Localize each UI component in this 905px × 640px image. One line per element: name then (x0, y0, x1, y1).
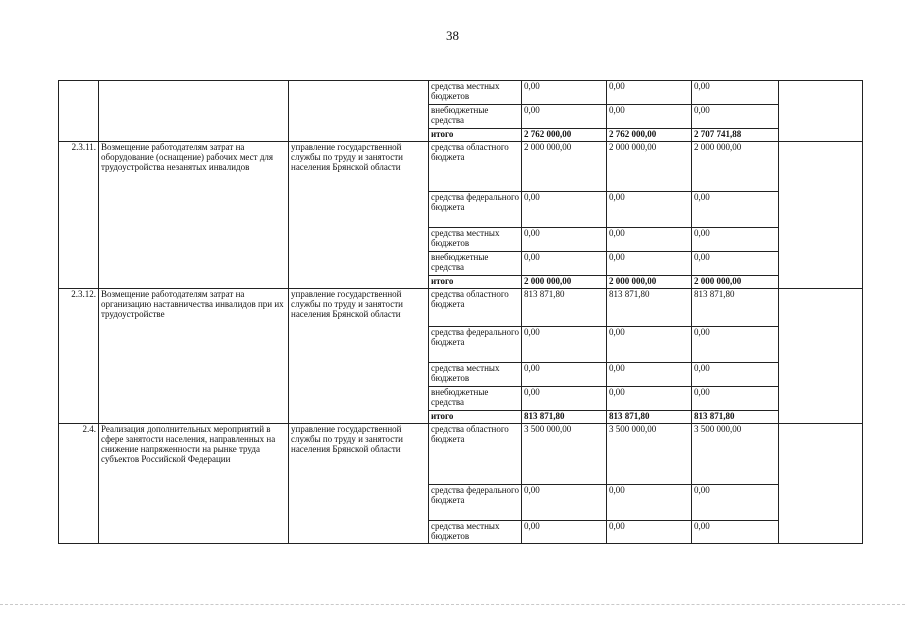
value-cell: 0,00 (522, 81, 607, 105)
value-cell: 2 000 000,00 (522, 276, 607, 289)
funding-source: средства местных бюджетов (429, 81, 522, 105)
item-code-cell (59, 81, 99, 142)
value-cell: 0,00 (522, 363, 607, 387)
value-cell: 0,00 (522, 192, 607, 228)
executor: управление государственной службы по труду и занятости населения Брянской области (289, 142, 429, 289)
value-cell: 0,00 (607, 192, 692, 228)
table-row (59, 424, 863, 485)
note-cell (779, 142, 863, 289)
value-cell: 2 000 000,00 (607, 276, 692, 289)
value-cell: 0,00 (607, 387, 692, 411)
item-code: 2.4. (59, 424, 99, 544)
value-cell: 2 762 000,00 (607, 129, 692, 142)
funding-source: средства областного бюджета (429, 424, 522, 485)
value-cell: 0,00 (607, 327, 692, 363)
value-cell: 0,00 (692, 521, 779, 544)
table-row (59, 289, 863, 327)
value-cell: 0,00 (522, 105, 607, 129)
scan-artifact-line (0, 604, 905, 605)
value-cell: 3 500 000,00 (607, 424, 692, 485)
value-cell: 0,00 (692, 363, 779, 387)
value-cell: 0,00 (692, 105, 779, 129)
value-cell: 813 871,80 (607, 411, 692, 424)
value-cell: 0,00 (522, 485, 607, 521)
value-cell: 0,00 (692, 327, 779, 363)
funding-source: итого (429, 129, 522, 142)
item-code: 2.3.11. (59, 142, 99, 289)
funding-source: средства областного бюджета (429, 142, 522, 192)
value-cell: 0,00 (692, 387, 779, 411)
funding-source: средства областного бюджета (429, 289, 522, 327)
item-name: Возмещение работодателям затрат на организацию наставничества инвалидов при их трудоустройстве (99, 289, 289, 424)
funding-source: внебюджетные средства (429, 105, 522, 129)
item-name: Возмещение работодателям затрат на оборудование (оснащение) рабочих мест для трудоустройства незанятых инвалидов (99, 142, 289, 289)
table-row (59, 142, 863, 192)
funding-source: средства федерального бюджета (429, 192, 522, 228)
note-cell (779, 424, 863, 544)
value-cell: 2 000 000,00 (607, 142, 692, 192)
value-cell: 813 871,80 (692, 411, 779, 424)
value-cell: 813 871,80 (607, 289, 692, 327)
value-cell: 0,00 (607, 521, 692, 544)
value-cell: 813 871,80 (692, 289, 779, 327)
value-cell: 2 707 741,88 (692, 129, 779, 142)
value-cell: 0,00 (607, 485, 692, 521)
table-row (59, 81, 863, 105)
funding-source: средства федерального бюджета (429, 327, 522, 363)
executor: управление государственной службы по труду и занятости населения Брянской области (289, 289, 429, 424)
item-name: Реализация дополнительных мероприятий в сфере занятости населения, направленных на снижение напряженности на рынке труда субъектов Российской Федерации (99, 424, 289, 544)
funding-source: средства федерального бюджета (429, 485, 522, 521)
funding-source: итого (429, 411, 522, 424)
value-cell: 2 762 000,00 (522, 129, 607, 142)
value-cell: 0,00 (692, 252, 779, 276)
item-name-cell (99, 81, 289, 142)
executor-cell (289, 81, 429, 142)
value-cell: 3 500 000,00 (522, 424, 607, 485)
value-cell: 2 000 000,00 (692, 276, 779, 289)
value-cell: 0,00 (522, 387, 607, 411)
executor: управление государственной службы по труду и занятости населения Брянской области (289, 424, 429, 544)
value-cell: 0,00 (522, 327, 607, 363)
value-cell: 0,00 (607, 105, 692, 129)
value-cell: 0,00 (522, 252, 607, 276)
value-cell: 0,00 (692, 192, 779, 228)
value-cell: 3 500 000,00 (692, 424, 779, 485)
note-cell (779, 81, 863, 142)
value-cell: 813 871,80 (522, 289, 607, 327)
value-cell: 0,00 (607, 81, 692, 105)
value-cell: 2 000 000,00 (692, 142, 779, 192)
value-cell: 0,00 (692, 228, 779, 252)
funding-source: внебюджетные средства (429, 387, 522, 411)
budget-table (58, 80, 863, 544)
item-code: 2.3.12. (59, 289, 99, 424)
value-cell: 0,00 (607, 252, 692, 276)
funding-source: средства местных бюджетов (429, 228, 522, 252)
funding-source: средства местных бюджетов (429, 363, 522, 387)
funding-source: итого (429, 276, 522, 289)
funding-source: средства местных бюджетов (429, 521, 522, 544)
value-cell: 0,00 (522, 521, 607, 544)
value-cell: 0,00 (522, 228, 607, 252)
value-cell: 0,00 (607, 363, 692, 387)
funding-source: внебюджетные средства (429, 252, 522, 276)
note-cell (779, 289, 863, 424)
value-cell: 2 000 000,00 (522, 142, 607, 192)
page-number: 38 (446, 28, 459, 43)
value-cell: 0,00 (607, 228, 692, 252)
value-cell: 0,00 (692, 81, 779, 105)
value-cell: 0,00 (692, 485, 779, 521)
value-cell: 813 871,80 (522, 411, 607, 424)
